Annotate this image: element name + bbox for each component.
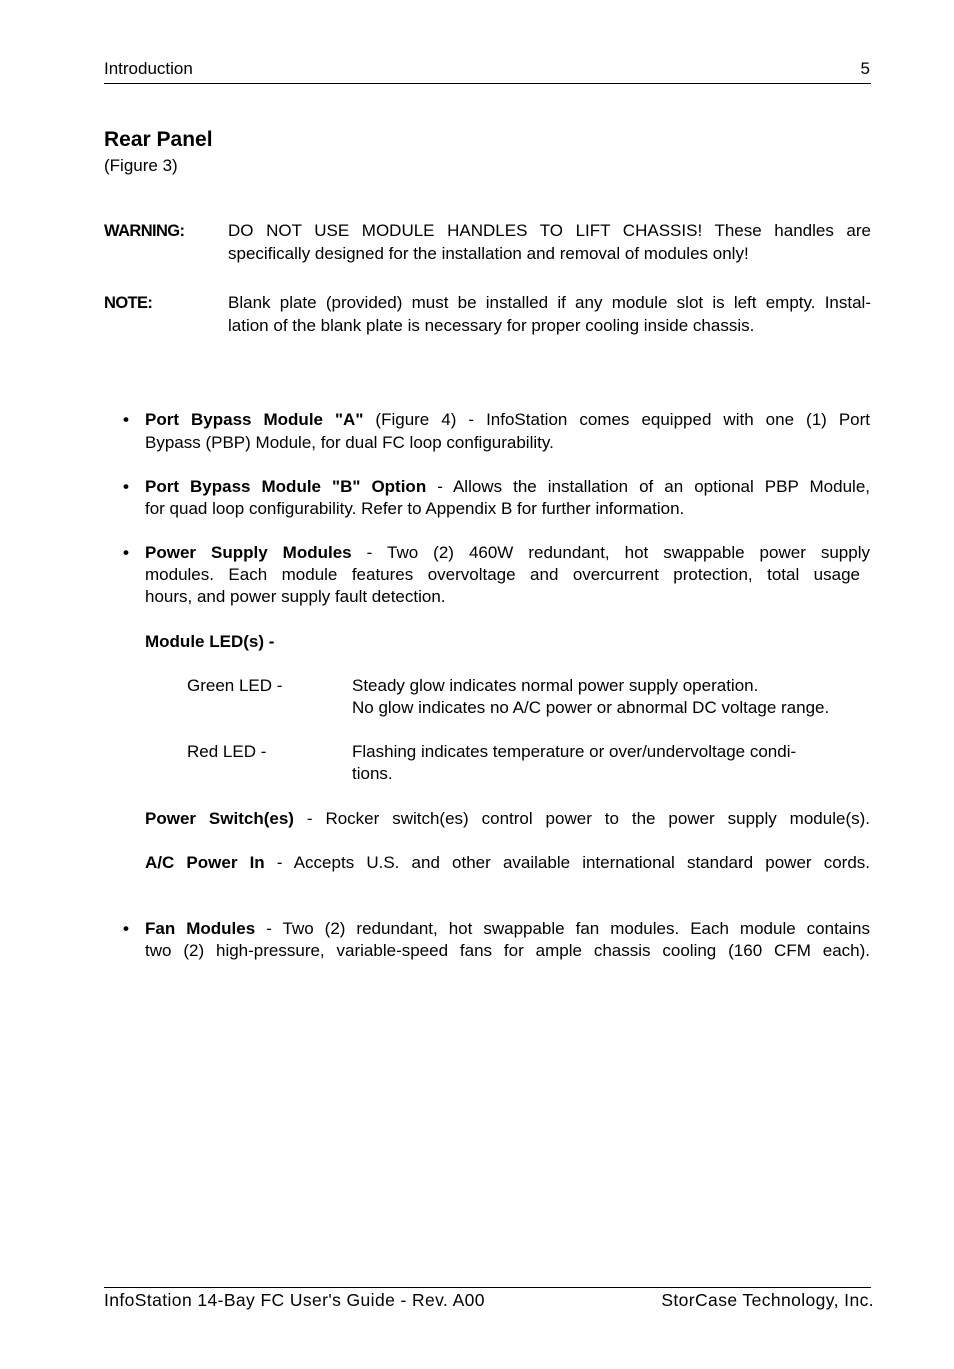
footer-rule <box>104 1287 871 1288</box>
page-number: 5 <box>860 59 870 78</box>
fan-term: Fan Modules <box>145 919 256 938</box>
footer-document-title: InfoStation 14-Bay FC User's Guide - Rev. A00 <box>104 1290 485 1310</box>
note-label: NOTE: <box>104 294 153 312</box>
bullet-marker: • <box>123 919 129 938</box>
power-switch-term: Power Switch(es) <box>145 809 294 828</box>
psu-line-3: hours, and power supply fault detection. <box>145 587 446 606</box>
pbp-a-line-1 <box>145 409 870 431</box>
header-rule <box>104 83 871 84</box>
bullet-marker: • <box>123 477 129 496</box>
green-led-line-1: Steady glow indicates normal power supply operation. <box>352 676 759 695</box>
section-title: Rear Panel <box>104 128 213 151</box>
pbp-a-term: Port Bypass Module "A" <box>145 410 364 429</box>
psu-text: - Two (2) 460W redundant, hot swappable power supply <box>351 543 870 562</box>
bullet-marker: • <box>123 410 129 429</box>
pbp-b-text: - Allows the installation of an optional PBP Module, <box>426 477 870 496</box>
footer-company: StorCase Technology, Inc. <box>661 1290 874 1310</box>
pbp-b-line-1 <box>145 476 870 498</box>
ac-power-text: - Accepts U.S. and other available international standard power cords. <box>264 853 870 872</box>
figure-reference: (Figure 3) <box>104 156 178 175</box>
warning-label: WARNING: <box>104 222 185 240</box>
fan-line-2: two (2) high-pressure, variable-speed fans for ample chassis cooling (160 CFM each). <box>145 941 870 960</box>
running-header-section: Introduction <box>104 59 193 78</box>
red-led-line-1: Flashing indicates temperature or over/undervoltage condi- <box>352 742 797 761</box>
power-switch-text: - Rocker switch(es) control power to the power supply module(s). <box>293 809 870 828</box>
psu-term: Power Supply Modules <box>145 543 352 562</box>
warning-line-1: DO NOT USE MODULE HANDLES TO LIFT CHASSIS! These handles are <box>228 221 871 240</box>
red-led-line-2: tions. <box>352 764 393 783</box>
pbp-a-text: (Figure 4) - InfoStation comes equipped with one (1) Port <box>363 410 870 429</box>
pbp-b-term: Port Bypass Module "B" Option <box>145 477 427 496</box>
psu-line-1 <box>145 542 870 564</box>
power-switch-paragraph <box>145 808 870 830</box>
pbp-b-line-2: for quad loop configurability. Refer to Appendix B for further information. <box>145 499 685 518</box>
bullet-marker: • <box>123 543 129 562</box>
ac-power-term: A/C Power In <box>145 853 265 872</box>
ac-power-paragraph <box>145 852 870 874</box>
red-led-label: Red LED - <box>187 742 267 761</box>
fan-line-1 <box>145 918 870 940</box>
psu-line-2: modules. Each module features overvoltage and overcurrent protection, total usage <box>145 565 860 584</box>
pbp-a-line-2: Bypass (PBP) Module, for dual FC loop configurability. <box>145 433 554 452</box>
fan-text: - Two (2) redundant, hot swappable fan modules. Each module contains <box>255 919 870 938</box>
note-line-2: lation of the blank plate is necessary for proper cooling inside chassis. <box>228 316 755 335</box>
module-leds-heading: Module LED(s) - <box>145 632 275 651</box>
green-led-label: Green LED - <box>187 676 283 695</box>
warning-line-2: specifically designed for the installation and removal of modules only! <box>228 244 749 263</box>
note-line-1: Blank plate (provided) must be installed if any module slot is left empty. Instal- <box>228 293 871 312</box>
green-led-line-2: No glow indicates no A/C power or abnormal DC voltage range. <box>352 698 830 717</box>
